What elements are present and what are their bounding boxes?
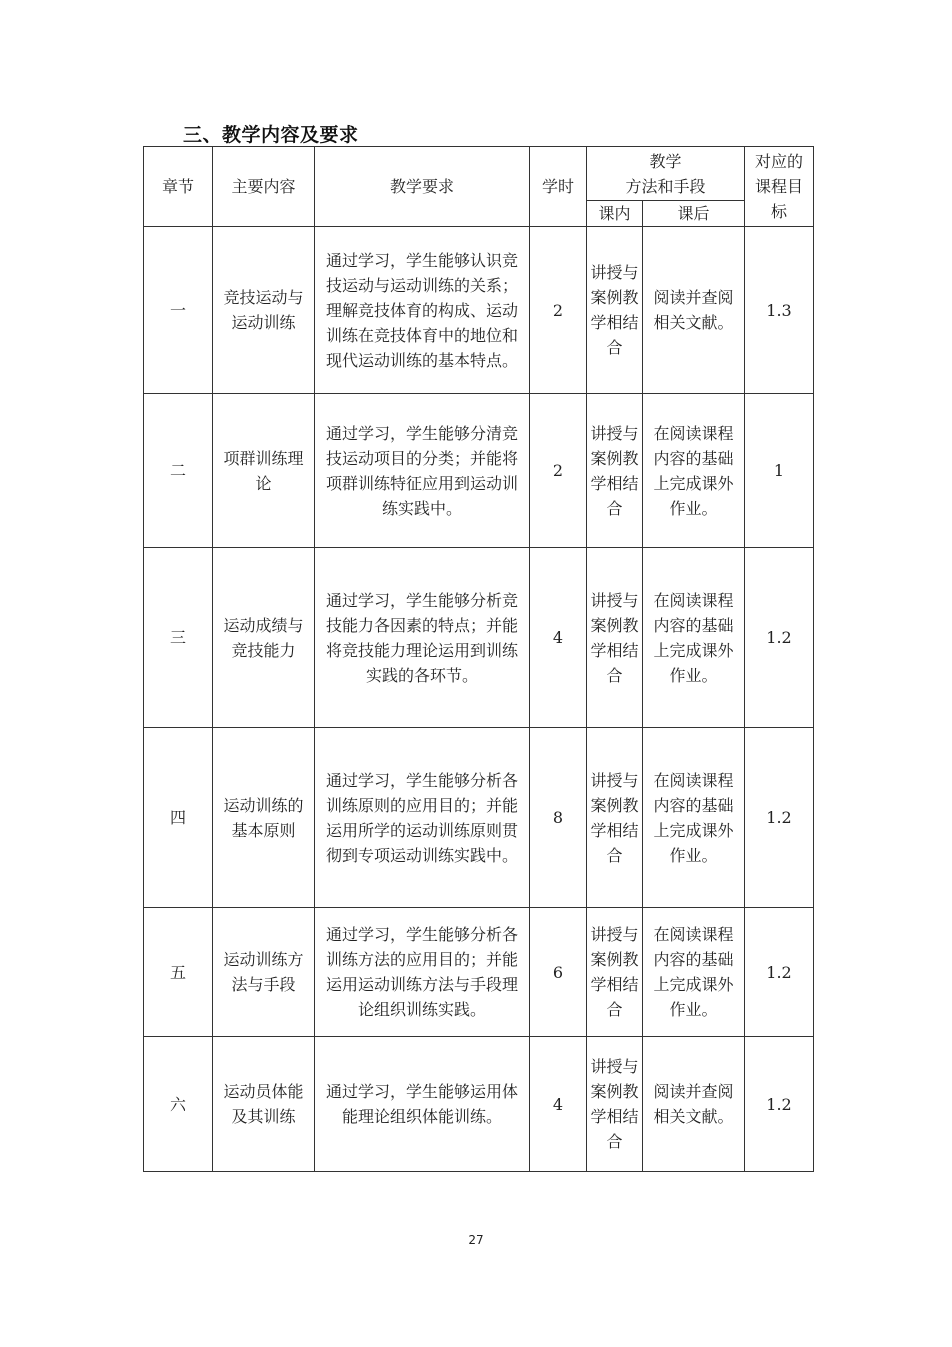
row-hours: 2 (530, 394, 587, 548)
header-method-line1: 教学 (649, 151, 682, 171)
row-requirement: 通过学习，学生能够认识竞技运动与运动训练的关系；理解竞技体育的构成、运动训练在竞技体育中的地位和现代运动训练的基本特点。 (315, 227, 530, 394)
row-in-class: 讲授与案例教学相结合 (587, 548, 643, 728)
row-content: 运动训练方法与手段 (213, 908, 315, 1037)
row-content: 竞技运动与运动训练 (213, 227, 315, 394)
row-in-class: 讲授与案例教学相结合 (587, 728, 643, 908)
row-requirement: 通过学习，学生能够分析各训练方法的应用目的；并能运用运动训练方法与手段理论组织训练实践。 (315, 908, 530, 1037)
row-hours: 6 (530, 908, 587, 1037)
table-row (144, 394, 814, 548)
row-chapter: 三 (144, 548, 213, 728)
row-content: 运动训练的基本原则 (213, 728, 315, 908)
row-chapter: 五 (144, 908, 213, 1037)
row-in-class: 讲授与案例教学相结合 (587, 1037, 643, 1172)
row-after-class: 在阅读课程内容的基础上完成课外作业。 (643, 548, 745, 728)
row-requirement: 通过学习，学生能够运用体能理论组织体能训练。 (315, 1037, 530, 1172)
row-objective: 1.3 (745, 227, 814, 394)
table-row (144, 1037, 814, 1172)
header-after-class: 课后 (643, 201, 745, 227)
row-objective: 1.2 (745, 908, 814, 1037)
row-content: 项群训练理论 (213, 394, 315, 548)
header-objective: 对应的课程目标 (745, 147, 814, 227)
header-row (144, 147, 814, 201)
row-chapter: 四 (144, 728, 213, 908)
row-objective: 1.2 (745, 1037, 814, 1172)
row-after-class: 在阅读课程内容的基础上完成课外作业。 (643, 728, 745, 908)
row-in-class: 讲授与案例教学相结合 (587, 227, 643, 394)
row-hours: 4 (530, 1037, 587, 1172)
table-row (144, 908, 814, 1037)
teaching-content-table (143, 146, 814, 1172)
row-in-class: 讲授与案例教学相结合 (587, 394, 643, 548)
row-in-class: 讲授与案例教学相结合 (587, 908, 643, 1037)
header-hours: 学时 (530, 147, 587, 227)
row-hours: 4 (530, 548, 587, 728)
row-chapter: 六 (144, 1037, 213, 1172)
table-row (144, 728, 814, 908)
row-objective: 1.2 (745, 728, 814, 908)
header-in-class: 课内 (587, 201, 643, 227)
row-chapter: 二 (144, 394, 213, 548)
row-after-class: 阅读并查阅相关文献。 (643, 227, 745, 394)
row-requirement: 通过学习，学生能够分清竞技运动项目的分类；并能将项群训练特征应用到运动训练实践中。 (315, 394, 530, 548)
row-requirement: 通过学习，学生能够分析各训练原则的应用目的；并能运用所学的运动训练原则贯彻到专项运动训练实践中。 (315, 728, 530, 908)
row-requirement: 通过学习，学生能够分析竞技能力各因素的特点；并能将竞技能力理论运用到训练实践的各环节。 (315, 548, 530, 728)
header-method-line2: 方法和手段 (625, 176, 706, 196)
header-requirement: 教学要求 (315, 147, 530, 227)
table-row (144, 227, 814, 394)
row-objective: 1.2 (745, 548, 814, 728)
page-number: 27 (468, 1233, 484, 1247)
section-title: 三、教学内容及要求 (183, 124, 359, 146)
row-content: 运动员体能及其训练 (213, 1037, 315, 1172)
header-method (587, 147, 745, 201)
row-after-class: 在阅读课程内容的基础上完成课外作业。 (643, 908, 745, 1037)
header-content: 主要内容 (213, 147, 315, 227)
row-after-class: 在阅读课程内容的基础上完成课外作业。 (643, 394, 745, 548)
header-chapter: 章节 (144, 147, 213, 227)
table-row (144, 548, 814, 728)
row-hours: 2 (530, 227, 587, 394)
row-content: 运动成绩与竞技能力 (213, 548, 315, 728)
row-objective: 1 (745, 394, 814, 548)
row-hours: 8 (530, 728, 587, 908)
row-after-class: 阅读并查阅相关文献。 (643, 1037, 745, 1172)
row-chapter: 一 (144, 227, 213, 394)
